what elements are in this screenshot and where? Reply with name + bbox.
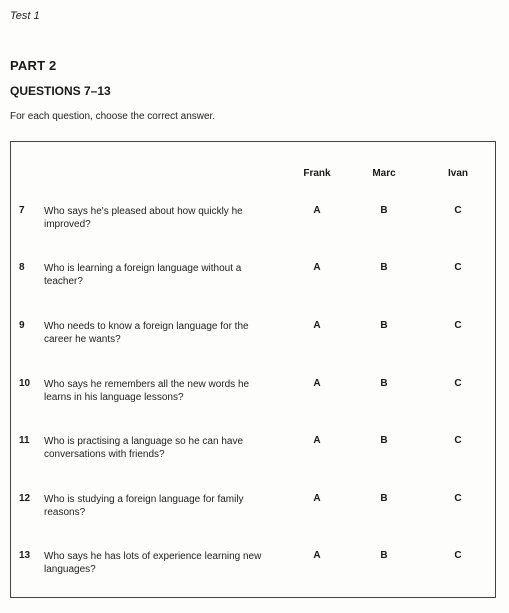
running-head: Test 1 — [10, 10, 40, 22]
option-c[interactable]: C — [454, 205, 462, 216]
option-b[interactable]: B — [380, 320, 388, 331]
option-a[interactable]: A — [313, 320, 321, 331]
option-b[interactable]: B — [380, 378, 388, 389]
option-a[interactable]: A — [313, 493, 321, 504]
question-row-13 — [11, 550, 495, 590]
question-row-10 — [11, 378, 495, 418]
question-row-9 — [11, 320, 495, 360]
question-number: 12 — [19, 493, 31, 504]
column-header-ivan: Ivan — [447, 168, 468, 179]
question-row-11 — [11, 435, 495, 475]
question-number: 11 — [19, 435, 30, 446]
question-text: Who is studying a foreign language for family reasons? — [44, 494, 244, 518]
question-number: 10 — [19, 378, 31, 389]
question-text: Who is practising a language so he can have conversations with friends? — [44, 436, 244, 460]
option-b[interactable]: B — [380, 205, 388, 216]
question-number: 9 — [19, 320, 25, 331]
option-a[interactable]: A — [313, 378, 321, 389]
questions-title: QUESTIONS 7–13 — [10, 84, 111, 98]
option-a[interactable]: A — [313, 550, 321, 561]
option-b[interactable]: B — [380, 262, 388, 273]
option-c[interactable]: C — [454, 262, 462, 273]
question-number: 8 — [19, 262, 25, 273]
question-row-8 — [11, 262, 495, 302]
option-a[interactable]: A — [313, 435, 321, 446]
question-text: Who says he's pleased about how quickly he improved? — [44, 206, 243, 230]
part-title: PART 2 — [10, 58, 57, 73]
question-text: Who says he remembers all the new words he learns in his language lessons? — [44, 379, 250, 403]
column-header-marc: Marc — [372, 168, 396, 179]
instruction-text: For each question, choose the correct answer. — [10, 111, 216, 122]
option-c[interactable]: C — [454, 378, 462, 389]
option-b[interactable]: B — [380, 550, 388, 561]
question-row-12 — [11, 493, 495, 533]
question-text: Who needs to know a foreign language for the career he wants? — [44, 321, 249, 345]
option-b[interactable]: B — [380, 435, 388, 446]
option-a[interactable]: A — [313, 262, 321, 273]
question-number: 13 — [19, 550, 31, 561]
question-table — [10, 141, 496, 598]
option-c[interactable]: C — [454, 435, 462, 446]
option-a[interactable]: A — [313, 205, 321, 216]
question-text: Who is learning a foreign language without a teacher? — [44, 263, 242, 287]
option-c[interactable]: C — [454, 550, 462, 561]
option-c[interactable]: C — [454, 493, 462, 504]
question-text: Who says he has lots of experience learning new languages? — [44, 551, 262, 575]
column-header-frank: Frank — [303, 168, 331, 179]
option-c[interactable]: C — [454, 320, 462, 331]
question-number: 7 — [19, 205, 25, 216]
option-b[interactable]: B — [380, 493, 388, 504]
question-row-7 — [11, 205, 495, 245]
